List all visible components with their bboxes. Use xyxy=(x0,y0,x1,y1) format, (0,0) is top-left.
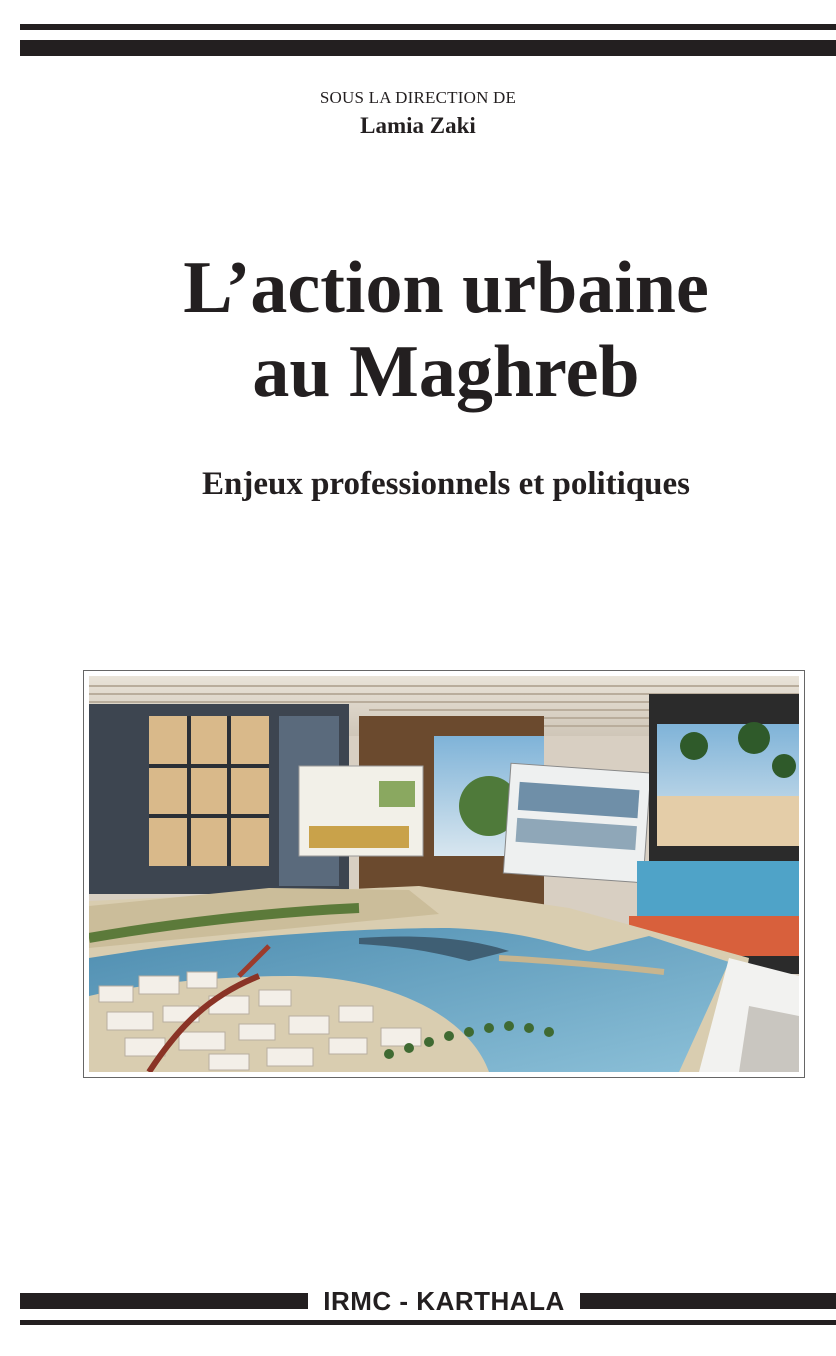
top-rule-thick xyxy=(20,40,836,56)
author-name: Lamia Zaki xyxy=(360,113,476,138)
cover-photo xyxy=(83,670,805,1078)
top-rule-thin xyxy=(20,24,836,30)
book-title xyxy=(28,246,836,414)
bottom-rule-thin xyxy=(20,1320,836,1325)
direction-label: SOUS LA DIRECTION DE xyxy=(319,88,517,107)
publisher-name: IRMC - KARTHALA xyxy=(323,1286,565,1316)
city-scale-model-photo-icon xyxy=(89,676,799,1072)
title-line-1: L’action urbaine xyxy=(183,247,709,329)
book-subtitle: Enjeux professionnels et politiques xyxy=(201,466,691,502)
title-line-2: au Maghreb xyxy=(252,331,640,413)
bottom-rule-right xyxy=(580,1293,836,1309)
bottom-rule-left xyxy=(20,1293,308,1309)
